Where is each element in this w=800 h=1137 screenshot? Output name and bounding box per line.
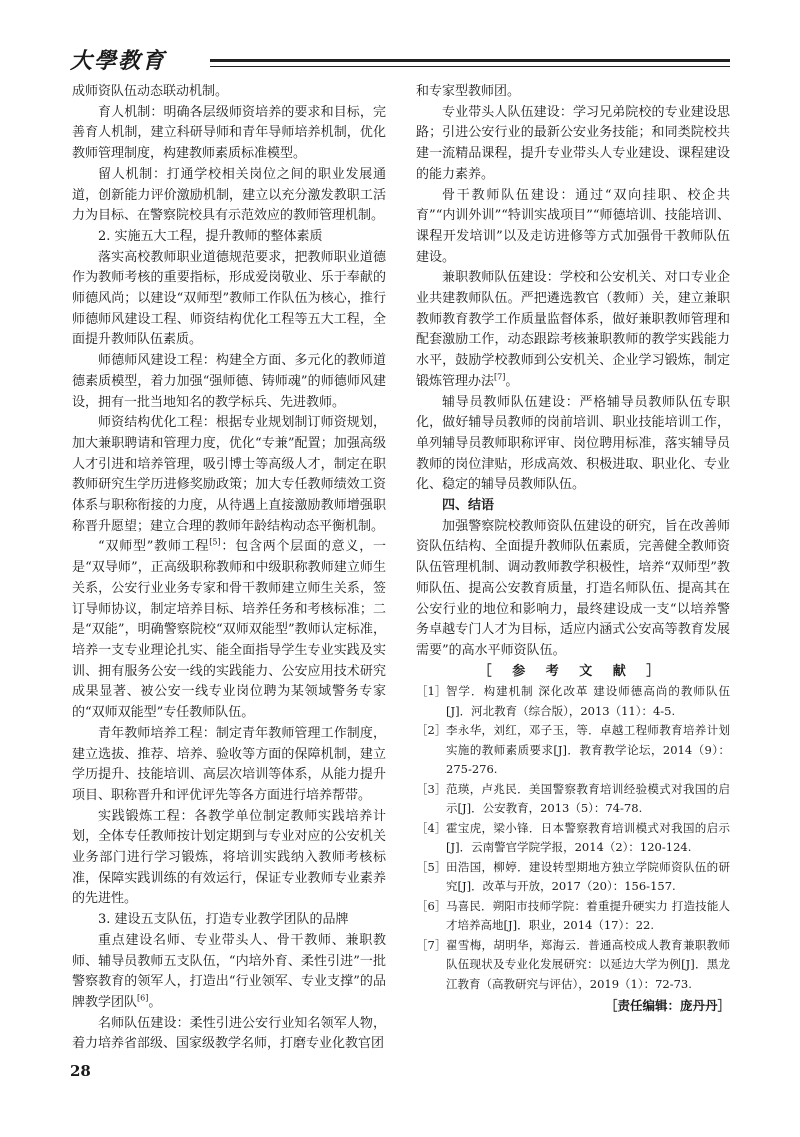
paragraph: “双师型”教师工程[5]：包含两个层面的意义，一是“双导师”，正高级职称教师和中级职称教师建立师生关系，公安行业业务专家和骨干教师建立师生关系，签订导师协议，制定培养目标、培养任务和考核标准；二是“双能”，明确警察院校“双师双能型”教师认定标准，培养一支专业理论扎实、能全面指导学生专业实践及实训、拥有服务公安一线的实践能力、公安应用技术研究成果显著、被公安一线专业岗位聘为某领域警务专家的“双师双能型”专任教师队伍。 xyxy=(72,538,386,721)
reference-number: ［6］ xyxy=(416,898,447,913)
paragraph: 重点建设名师、专业带头人、骨干教师、兼职教师、辅导员教师五支队伍，“内培外育、柔性引进”一批警察教育的领军人，打造出“行业领军、专业支撑”的品牌教学团队[6]。 xyxy=(72,932,386,1010)
right-column xyxy=(416,82,730,1017)
references-title: ［ 参 考 文 献 ］ xyxy=(478,663,668,679)
paragraph: 留人机制：打通学校相关岗位之间的职业发展通道，创新能力评价激励机制，建立以充分激发教职工活力为目标、在警察院校具有示范效应的教师管理机制。 xyxy=(72,166,386,224)
reference-text: 马喜民．朔阳市技师学院：着重提升硬实力 打造技能人才培养高地[J]．职业，2014（17）：22. xyxy=(446,898,730,933)
reference-item xyxy=(416,936,730,995)
citation-marker: [7] xyxy=(494,372,506,382)
references-list xyxy=(416,682,730,994)
paragraph: 兼职教师队伍建设：学校和公安机关、对口专业企业共建教师队伍。严把遴选教官（教师）关，建立兼职教师教育教学工作质量监督体系，做好兼职教师管理和配套激励工作，动态跟踪考核兼职教师的教学实践能力水平，鼓励学校教师到公安机关、企业学习锻炼，制定锻炼管理办法[7]。 xyxy=(416,270,730,389)
paragraph: 师德师风建设工程：构建全方面、多元化的教师道德素质模型，着力加强“强师德、铸师魂”的师德师风建设，拥有一批当地知名的教学标兵、先进教师。 xyxy=(72,353,386,410)
journal-logo: 大學教育 xyxy=(70,48,167,74)
citation-marker: [5] xyxy=(209,538,221,548)
reference-number: ［7］ xyxy=(416,937,447,952)
reference-text: 智学．构建机制 深化改革 建设师德高尚的教师队伍[J]．河北教育（综合版），2013（11）：4-5. xyxy=(446,684,730,718)
paragraph: 师资结构优化工程：根据专业规划制订师资规划，加大兼职聘请和管理力度，优化“专兼”配置；加强高级人才引进和培养管理，吸引博士等高级人才，制定在职教师研究生学历进修奖励政策；加大专任教师绩效工资体系与职称衔接的力度，从待遇上直接激励教师增强职称晋升愿望；建立合理的教师年龄结构动态平衡机制。 xyxy=(72,415,386,534)
reference-text: 范瑛，卢兆民．美国警察教育培训经验模式对我国的启示[J]．公安教育，2013（5）：74-78. xyxy=(446,781,730,816)
reference-item xyxy=(416,682,730,721)
section-heading: 四、结语 xyxy=(442,498,495,514)
reference-text: 李永华，刘红，邓子玉，等．卓越工程师教育培养计划实施的教师素质要求[J]．教育教学论坛，2014（9）：275-276. xyxy=(446,723,730,777)
paragraph: 加强警察院校教师资队伍建设的研究，旨在改善师资队伍结构、全面提升教师队伍素质，完善健全教师资队伍管理机制、调动教师教学积极性，培养“双师型”教师队伍、提高公安教育质量，打造名师队伍、提高其在公安行业的地位和影响力，最终建设成一支“以培养警务卓越专门人才为目标，适应内涵式公安高等教育发展需要”的高水平师资队伍。 xyxy=(416,518,730,658)
page-header xyxy=(70,44,730,74)
reference-text: 霍宝虎，梁小锋．日本警察教育培训模式对我国的启示[J]．云南警官学院学报，2014（2）：120-124. xyxy=(446,820,730,855)
header-rule-thick xyxy=(210,59,730,62)
reference-number: ［2］ xyxy=(416,723,447,738)
reference-item xyxy=(416,858,730,897)
paragraph: 青年教师培养工程：制定青年教师管理工作制度，建立选拔、推荐、培养、验收等方面的保障机制，建立学历提升、技能培训、高层次培训等体系，从能力提升项目、职称晋升和评优评先等各方面进行培养帮带。 xyxy=(72,725,386,803)
left-column xyxy=(72,82,386,1055)
header-rule-thin xyxy=(210,66,730,67)
paragraph: 成师资队伍动态联动机制。 xyxy=(72,84,229,99)
paragraph: 名师队伍建设：柔性引进公安行业知名领军人物，着力培养省部级、国家级教学名师，打磨专业化教官团 xyxy=(72,1015,386,1052)
subsection-heading: 3. 建设五支队伍，打造专业教学团队的品牌 xyxy=(98,912,349,928)
paragraph: 和专家型教师团。 xyxy=(416,84,521,99)
reference-item xyxy=(416,721,730,780)
paragraph: 辅导员教师队伍建设：严格辅导员教师队伍专职化，做好辅导员教师的岗前培训、职业技能培训工作，单列辅导员教师职称评审、岗位聘用标准，落实辅导员教师的岗位津贴，形成高效、积极进取、职业化、专业化、稳定的辅导员教师队伍。 xyxy=(416,394,730,493)
paragraph: 育人机制：明确各层级师资培养的要求和目标，完善育人机制，建立科研导师和青年导师培养机制，优化教师管理制度，构建教师素质标准模型。 xyxy=(72,104,386,162)
paragraph: 专业带头人队伍建设：学习兄弟院校的专业建设思路；引进公安行业的最新公安业务技能；和同类院校共建一流精品课程，提升专业带头人专业建设、课程建设的能力素养。 xyxy=(416,104,730,182)
reference-item xyxy=(416,819,730,858)
paragraph: 骨干教师队伍建设：通过“双向挂职、校企共育”“内训外训”“特训实战项目”“师德培训、技能培训、课程开发培训”以及走访进修等方式加强骨干教师队伍建设。 xyxy=(416,187,730,265)
reference-number: ［4］ xyxy=(416,820,447,835)
reference-item xyxy=(416,897,730,936)
reference-number: ［3］ xyxy=(416,781,447,796)
reference-item xyxy=(416,780,730,819)
subsection-heading: 2. 实施五大工程，提升教师的整体素质 xyxy=(98,228,323,244)
editor-note: ［责任编辑：庞丹丹］ xyxy=(604,998,730,1014)
reference-text: 翟雪梅，胡明华，郑海云．普通高校成人教育兼职教师队伍现状及专业化发展研究：以延边大学为例[J]．黑龙江教育（高教研究与评估），2019（1）：72-73. xyxy=(446,937,730,991)
page-number: 28 xyxy=(70,1062,91,1080)
paragraph: 落实高校教师职业道德规范要求，把教师职业道德作为教师考核的重要指标，形成爱岗敬业、乐于奉献的师德风尚；以建设“双师型”教师工作队伍为核心，推行师德师风建设工程、师资结构优化工程等五大工程，全面提升教师队伍素质。 xyxy=(72,249,386,348)
reference-number: ［5］ xyxy=(416,859,447,874)
reference-number: ［1］ xyxy=(416,684,447,699)
citation-marker: [6] xyxy=(137,993,149,1003)
reference-text: 田浩国，柳婷．建设转型期地方独立学院师资队伍的研究[J]．改革与开放，2017（20）：156-157. xyxy=(446,859,730,894)
paragraph: 实践锻炼工程：各教学单位制定教师实践培养计划，全体专任教师按计划定期到与专业对应的公安机关业务部门进行学习锻炼，将培训实践纳入教师考核标准，保障实践训练的有效运行，保证专业教师专业素养的先进性。 xyxy=(72,808,386,907)
